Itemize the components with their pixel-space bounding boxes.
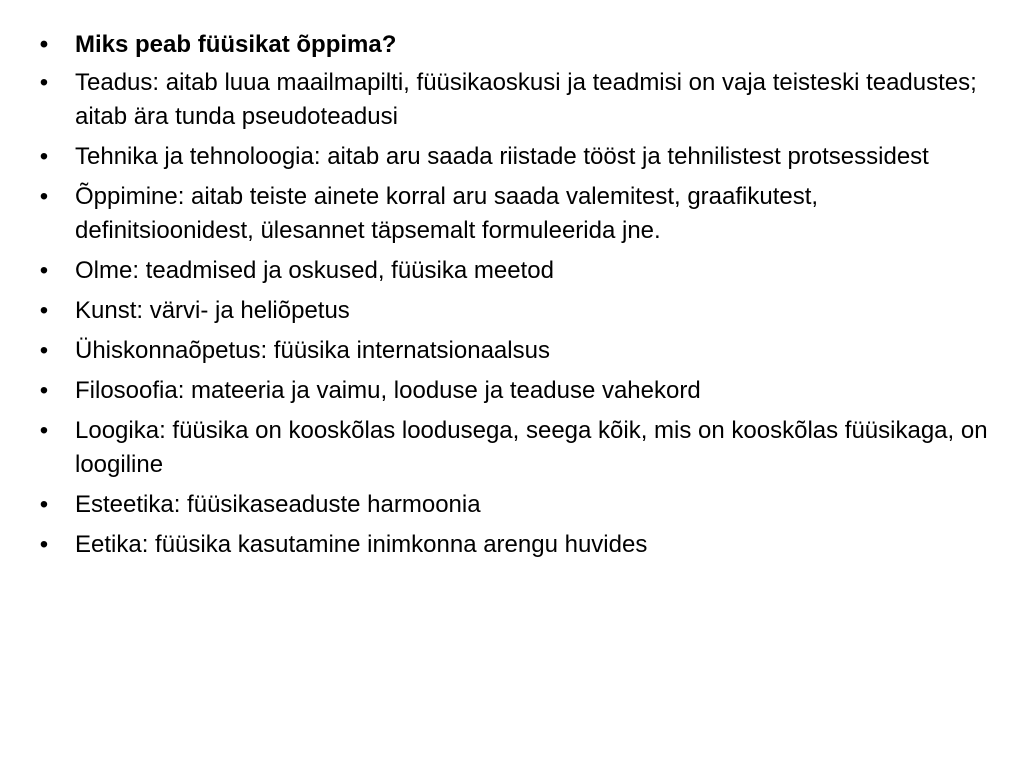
list-item — [34, 254, 994, 288]
list-item-text: Olme: teadmised ja oskused, füüsika meetod — [75, 257, 554, 284]
list-item-text: Filosoofia: mateeria ja vaimu, looduse ja teaduse vahekord — [75, 377, 701, 404]
bullet-icon: • — [39, 31, 49, 58]
list-item — [34, 334, 994, 368]
list-item-text: Loogika: füüsika on kooskõlas loodusega, seega kõik, mis on kooskõlas füüsikaga, on loogiline — [75, 417, 988, 478]
bullet-icon: • — [39, 257, 49, 284]
list-item — [34, 414, 994, 482]
list-item-text: Ühiskonnaõpetus: füüsika internatsionaalsus — [75, 337, 550, 364]
list-item-text: Tehnika ja tehnoloogia: aitab aru saada riistade tööst ja tehnilistest protsessidest — [75, 143, 929, 170]
list-item — [34, 180, 994, 248]
bullet-icon: • — [39, 531, 49, 558]
list-item — [34, 66, 994, 134]
slide-heading: Miks peab füüsikat õppima? — [75, 31, 397, 58]
list-item-text: Esteetika: füüsikaseaduste harmoonia — [75, 491, 481, 518]
slide-heading-item — [34, 28, 994, 62]
list-item — [34, 528, 994, 562]
list-item-text: Teadus: aitab luua maailmapilti, füüsikaoskusi ja teadmisi on vaja teisteski teadustes; aitab ära tunda pseudoteadusi — [75, 69, 977, 130]
bullet-list — [34, 28, 994, 568]
bullet-icon: • — [39, 183, 49, 210]
list-item — [34, 374, 994, 408]
list-item — [34, 488, 994, 522]
bullet-icon: • — [39, 337, 49, 364]
list-item-text: Õppimine: aitab teiste ainete korral aru saada valemitest, graafikutest, definitsioonidest, ülesannet täpsemalt formuleerida jne. — [75, 183, 819, 244]
list-item-text: Kunst: värvi- ja heliõpetus — [75, 297, 350, 324]
bullet-icon: • — [39, 377, 49, 404]
bullet-icon: • — [39, 491, 49, 518]
list-item — [34, 294, 994, 328]
bullet-icon: • — [39, 417, 49, 444]
bullet-icon: • — [39, 143, 49, 170]
list-item — [34, 140, 994, 174]
list-item-text: Eetika: füüsika kasutamine inimkonna arengu huvides — [75, 531, 648, 558]
bullet-icon: • — [39, 69, 49, 96]
bullet-icon: • — [39, 297, 49, 324]
